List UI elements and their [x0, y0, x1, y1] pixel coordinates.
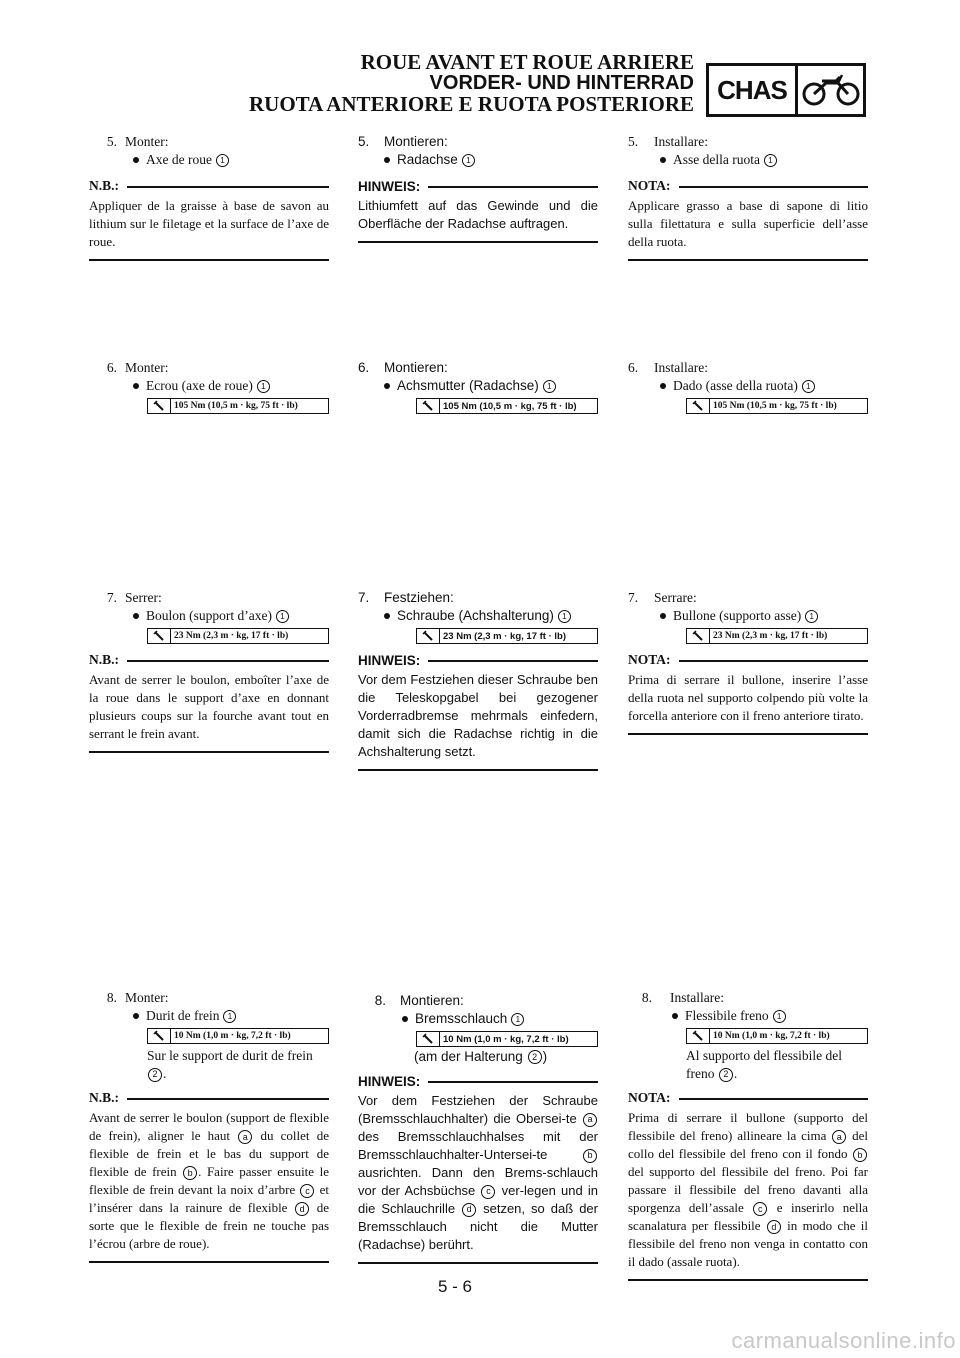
- note-rule: [428, 186, 598, 188]
- bullet-icon: [672, 1013, 678, 1019]
- step-number: 7.: [106, 590, 117, 605]
- torque-spec: [416, 628, 598, 644]
- step-6-it: [628, 359, 868, 414]
- note-text: Vor dem Festziehen der Schraube (Bremsschlauchhalter) die Obersei-te a des Bremsschlauchhalses mit der Bremsschlauchhalter-Untersei-te b ausrichten. Dann den Brems-schlauch vor der Achsbüchse c ver-legen und in die Schlauchrille d setzen, so daß der Bremsschlauch nicht die Mutter (Radachse) berührt.: [358, 1092, 598, 1264]
- step-item: Radachse: [397, 152, 458, 167]
- bullet-icon: [384, 157, 390, 163]
- step-item: Dado (asse della ruota): [673, 378, 798, 393]
- note-label: HINWEIS:: [358, 178, 421, 194]
- header-title-de: VORDER- UND HINTERRAD: [429, 72, 694, 94]
- step-8-it: [628, 989, 868, 1083]
- step-action: Monter:: [125, 360, 169, 375]
- note-label: NOTA:: [628, 178, 671, 193]
- note-5-fr: [89, 177, 329, 261]
- step-6-de: [358, 359, 598, 414]
- note-8-fr: [89, 1089, 329, 1263]
- ref-marker: c: [753, 1202, 767, 1216]
- header-title-it: RUOTA ANTERIORE E RUOTA POSTERIORE: [249, 92, 694, 116]
- bullet-icon: [660, 157, 666, 163]
- ref-marker: 1: [276, 610, 289, 623]
- ref-marker: a: [583, 1113, 597, 1127]
- note-7-it: [628, 651, 868, 735]
- step-5-it: [628, 133, 868, 169]
- step-item: Bullone (supporto asse): [673, 608, 802, 623]
- ref-marker: d: [295, 1202, 309, 1216]
- torque-value: 23 Nm (2,3 m · kg, 17 ft · lb): [443, 630, 566, 642]
- bullet-icon: [384, 613, 390, 619]
- torque-spec: [686, 628, 868, 644]
- step-item: Bremsschlauch: [415, 1011, 508, 1026]
- motorcycle-icon: [798, 66, 863, 114]
- step-5-de: [358, 133, 598, 169]
- note-rule: [127, 660, 329, 662]
- ref-marker: b: [583, 1149, 597, 1163]
- page-header-titles: [249, 52, 694, 115]
- note-text: Lithiumfett auf das Gewinde und die Oberfläche der Radachse auftragen.: [358, 197, 598, 243]
- note-rule: [127, 186, 329, 188]
- step-item: Schraube (Achshalterung): [397, 608, 554, 623]
- torque-spec: [147, 1028, 329, 1044]
- torque-spec: [416, 1031, 598, 1047]
- torque-wrench-icon: [148, 399, 171, 413]
- bullet-icon: [133, 613, 139, 619]
- torque-spec: [686, 1028, 868, 1044]
- step-7-fr: [89, 589, 329, 644]
- ref-marker: c: [300, 1184, 314, 1198]
- torque-spec: [416, 398, 598, 414]
- note-5-it: [628, 177, 868, 261]
- ref-marker: 2: [719, 1068, 733, 1082]
- step-action: Installare:: [654, 134, 708, 149]
- note-label: NOTA:: [628, 652, 671, 667]
- torque-wrench-icon: [687, 629, 710, 643]
- step-action: Montieren:: [384, 360, 448, 375]
- ref-marker: d: [462, 1203, 476, 1217]
- step-sub-text: Al supporto del flessibile del freno 2 .: [686, 1048, 842, 1081]
- step-item: Asse della ruota: [673, 152, 760, 167]
- torque-wrench-icon: [417, 629, 440, 643]
- ref-marker: 1: [773, 1010, 786, 1023]
- note-5-de: [358, 177, 598, 243]
- step-number: 5.: [628, 134, 639, 149]
- step-action: Monter:: [125, 990, 169, 1005]
- step-number: 6.: [358, 360, 370, 375]
- step-7-de: [358, 589, 598, 644]
- ref-marker: 1: [802, 380, 815, 393]
- torque-wrench-icon: [687, 1029, 710, 1043]
- bullet-icon: [660, 613, 666, 619]
- step-item: Durit de frein: [146, 1008, 220, 1023]
- ref-marker: a: [832, 1130, 846, 1144]
- step-6-fr: [89, 359, 329, 414]
- step-action: Installare:: [670, 990, 724, 1005]
- ref-marker: b: [183, 1166, 197, 1180]
- ref-marker: 1: [805, 610, 818, 623]
- step-item: Flessibile freno: [685, 1008, 769, 1023]
- watermark: carmanualsonline.info: [731, 1328, 956, 1353]
- torque-wrench-icon: [148, 629, 171, 643]
- step-number: 8.: [106, 990, 117, 1005]
- bullet-icon: [384, 383, 390, 389]
- torque-spec: [147, 628, 329, 644]
- note-rule: [679, 1098, 869, 1100]
- ref-marker: 1: [223, 1010, 236, 1023]
- step-sub-text: Sur le support de durit de frein 2 .: [147, 1048, 313, 1081]
- step-number: 8.: [641, 990, 652, 1005]
- ref-marker: d: [767, 1220, 781, 1234]
- step-action: Installare:: [654, 360, 708, 375]
- step-8-fr: [89, 989, 329, 1083]
- step-8-de: [358, 992, 598, 1066]
- note-text: Prima di serrare il bullone, inserire l’asse della ruota nel supporto colpendo più volte la forcella anteriore con il freno anteriore tirato.: [628, 671, 868, 735]
- torque-value: 10 Nm (1,0 m · kg, 7,2 ft · lb): [713, 1031, 830, 1041]
- note-text: Avant de serrer le boulon (support de flexible de frein), aligner le haut a du collet de flexible de frein et le bas du support de flexible de frein b . Faire passer ensuite le flexible de frein devant la noix d’arbre c et l’insérer dans la rainure de flexible d de sorte que le flexible de frein ne touche pas l’écrou (arbre de roue).: [89, 1109, 329, 1263]
- note-rule: [428, 1081, 598, 1083]
- torque-wrench-icon: [417, 1032, 440, 1046]
- ref-marker: 1: [764, 154, 777, 167]
- note-text: Avant de serrer le boulon, emboîter l’axe de la roue dans le support d’axe en donnant plusieurs coups sur la fourche avant tout en serrant le frein avant.: [89, 671, 329, 753]
- ref-marker: a: [238, 1130, 252, 1144]
- note-text: Applicare grasso a base di sapone di litio sulla filettatura e sulla superficie dell’asse della ruota.: [628, 197, 868, 261]
- section-badge: [706, 63, 866, 117]
- step-number: 7.: [358, 590, 370, 605]
- torque-wrench-icon: [148, 1029, 171, 1043]
- note-label: HINWEIS:: [358, 1073, 421, 1089]
- section-badge-label: CHAS: [709, 66, 798, 114]
- bullet-icon: [660, 383, 666, 389]
- note-8-it: [628, 1089, 868, 1281]
- step-sub-text: (am der Halterung 2 ): [414, 1049, 548, 1064]
- ref-marker: 1: [543, 380, 556, 393]
- bullet-icon: [133, 157, 139, 163]
- note-rule: [679, 660, 869, 662]
- ref-marker: 2: [148, 1068, 162, 1082]
- note-7-fr: [89, 651, 329, 753]
- note-rule: [428, 660, 598, 662]
- torque-value: 105 Nm (10,5 m · kg, 75 ft · lb): [443, 400, 577, 412]
- step-7-it: [628, 589, 868, 644]
- page-number: 5 - 6: [438, 1277, 473, 1296]
- step-number: 6.: [106, 360, 117, 375]
- step-item: Ecrou (axe de roue): [146, 378, 253, 393]
- note-7-de: [358, 651, 598, 771]
- note-text: Prima di serrare il bullone (supporto del flessibile del freno) allineare la cima a del collo del flessibile del freno con il fondo b del supporto del flessibile del freno. Poi far passare il flessibile del freno davanti alla sporgenza dell’assale c e inserirlo nella scanalatura per flessibile d in modo che il flessibile del freno non venga in contatto con il dado (assale ruota).: [628, 1109, 868, 1281]
- ref-marker: 2: [528, 1050, 542, 1064]
- step-number: 5.: [358, 134, 370, 149]
- ref-marker: 1: [216, 154, 229, 167]
- note-label: N.B.:: [89, 178, 119, 193]
- bullet-icon: [133, 1013, 139, 1019]
- step-action: Montieren:: [384, 134, 448, 149]
- ref-marker: 1: [558, 610, 571, 623]
- step-action: Serrer:: [125, 590, 162, 605]
- note-label: N.B.:: [89, 1090, 119, 1105]
- torque-value: 10 Nm (1,0 m · kg, 7,2 ft · lb): [174, 1031, 291, 1041]
- step-number: 5.: [106, 134, 117, 149]
- step-number: 7.: [628, 590, 639, 605]
- step-action: Montieren:: [400, 993, 464, 1008]
- note-label: N.B.:: [89, 652, 119, 667]
- step-action: Monter:: [125, 134, 169, 149]
- torque-value: 23 Nm (2,3 m · kg, 17 ft · lb): [174, 631, 289, 641]
- torque-spec: [686, 398, 868, 414]
- step-5-fr: [89, 133, 329, 169]
- note-text: Appliquer de la graisse à base de savon au lithium sur le filetage et la surface de l’axe de roue.: [89, 197, 329, 261]
- torque-value: 105 Nm (10,5 m · kg, 75 ft · lb): [174, 401, 298, 411]
- header-title-fr: ROUE AVANT ET ROUE ARRIERE: [360, 50, 694, 74]
- step-action: Serrare:: [654, 590, 697, 605]
- torque-value: 23 Nm (2,3 m · kg, 17 ft · lb): [713, 631, 828, 641]
- step-number: 8.: [374, 993, 386, 1008]
- torque-value: 10 Nm (1,0 m · kg, 7,2 ft · lb): [443, 1033, 569, 1045]
- step-number: 6.: [628, 360, 639, 375]
- torque-value: 105 Nm (10,5 m · kg, 75 ft · lb): [713, 401, 837, 411]
- torque-wrench-icon: [417, 399, 440, 413]
- ref-marker: 1: [462, 154, 475, 167]
- ref-marker: 1: [257, 380, 270, 393]
- step-item: Axe de roue: [146, 152, 212, 167]
- torque-wrench-icon: [687, 399, 710, 413]
- note-8-de: [358, 1072, 598, 1264]
- bullet-icon: [133, 383, 139, 389]
- ref-marker: c: [481, 1185, 495, 1199]
- ref-marker: b: [853, 1148, 867, 1162]
- step-action: Festziehen:: [384, 590, 454, 605]
- note-label: NOTA:: [628, 1090, 671, 1105]
- note-rule: [679, 186, 869, 188]
- ref-marker: 1: [511, 1013, 524, 1026]
- bullet-icon: [402, 1016, 408, 1022]
- note-rule: [127, 1098, 329, 1100]
- note-text: Vor dem Festziehen dieser Schraube ben die Teleskopgabel bei gezogener Vorderradbremse mehrmals einfedern, damit sich die Radachse richtig in die Achshalterung setzt.: [358, 671, 598, 771]
- step-item: Boulon (support d’axe): [146, 608, 272, 623]
- note-label: HINWEIS:: [358, 652, 421, 668]
- step-item: Achsmutter (Radachse): [397, 378, 539, 393]
- torque-spec: [147, 398, 329, 414]
